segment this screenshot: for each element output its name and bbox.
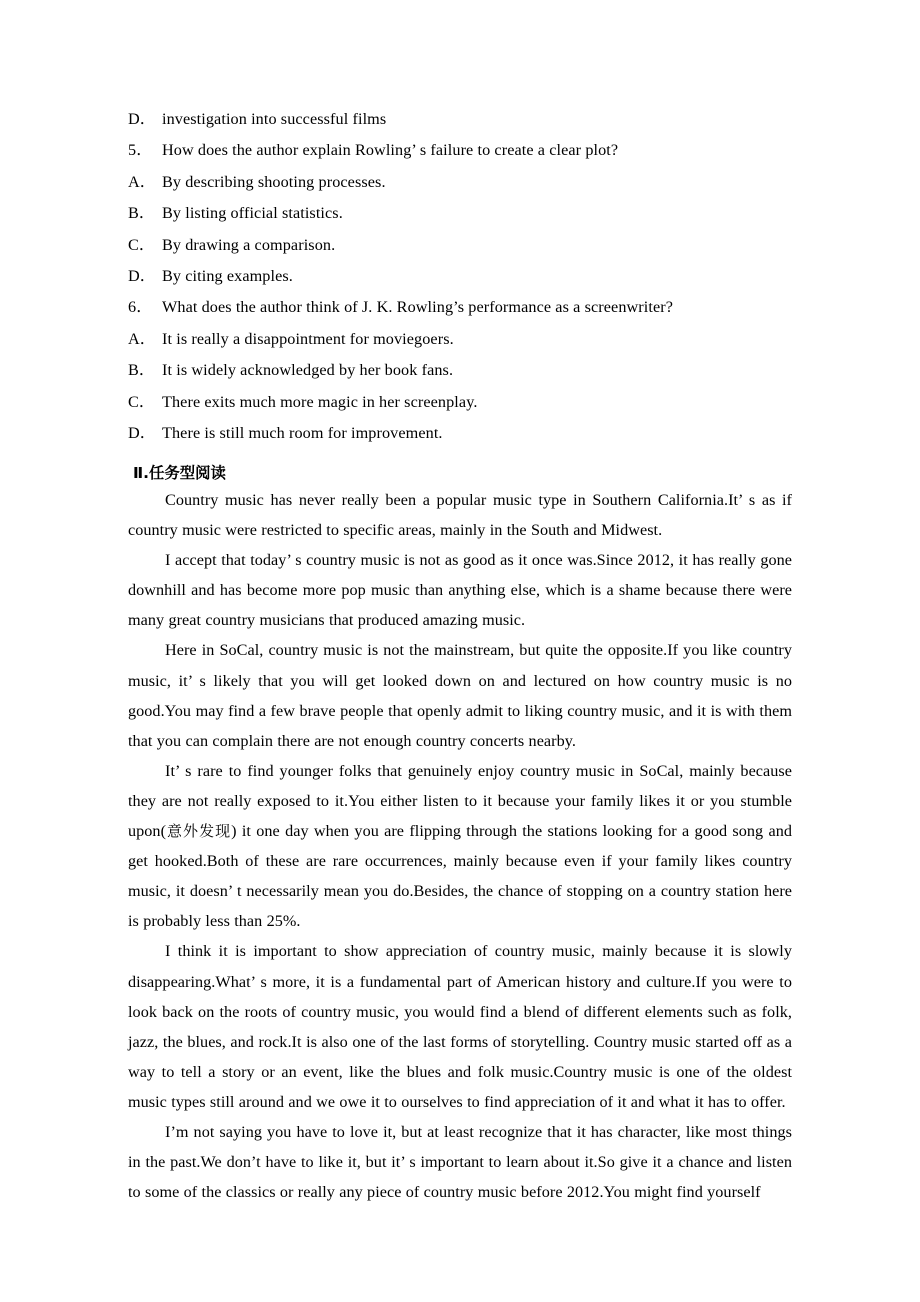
passage-paragraph: I think it is important to show appreciation of country music, mainly because it is slowly disappearing.What’ s more, it is a fundamental part of American history and culture.If you were to look back on the roots of country music, you would find a blend of different elements such as folk, jazz, the blues, and rock.It is also one of the last forms of storytelling. Country music started off as a way to tell a story or an event, like the blues and folk music.Country music is one of the oldest music types still around and we owe it to ourselves to find appreciation of it and what it has to offer. [128,942,792,1111]
question-option-text: It is really a disappointment for moviegoers. [162,329,454,348]
question-option-line [128,198,792,229]
question-option-line [128,104,792,135]
question-option-marker: B． [128,361,156,380]
question-option-marker: C． [128,392,156,411]
question-option-line [128,418,792,449]
question-option-text: By listing official statistics. [162,204,343,223]
question-option-text: It is widely acknowledged by her book fans. [162,361,454,380]
reading-passage [128,485,792,1207]
question-option-text: By describing shooting processes. [162,172,386,191]
passage-paragraph: It’ s rare to find younger folks that genuinely enjoy country music in SoCal, mainly because they are not really exposed to it.You either listen to it because your family likes it or you stumble upon(意外发现) it one day when you are flipping through the stations looking for a good song and get hooked.Both of these are rare occurrences, mainly because even if your family likes country music, it doesn’ t necessarily mean you do.Besides, the chance of stopping on a country station here is probably less than 25%. [128,761,792,931]
question-option-marker: 6． [128,298,153,317]
question-option-text: How does the author explain Rowling’ s failure to create a clear plot? [162,141,619,160]
question-option-text: By drawing a comparison. [162,235,336,254]
question-option-text: By citing examples. [162,266,293,285]
question-option-line [128,292,792,323]
multiple-choice-question-list [128,104,792,449]
question-option-marker: D． [128,110,157,128]
question-option-marker: 5． [128,141,153,160]
question-option-line [128,230,792,261]
question-option-marker: B． [128,204,156,223]
question-option-marker: D． [128,423,157,442]
question-option-marker: A． [128,172,157,191]
question-option-line [128,167,792,198]
question-option-marker: D． [128,266,157,285]
section-heading-task-based-reading: Ⅱ.任务型阅读 [133,464,226,482]
passage-paragraph: I accept that today’ s country music is not as good as it once was.Since 2012, it has really gone downhill and has become more pop music than anything else, which is a shame because there were many great country musicians that produced amazing music. [128,551,792,630]
question-option-line [128,261,792,292]
question-option-text: There exits much more magic in her screenplay. [162,392,478,411]
question-option-marker: C． [128,235,156,254]
passage-paragraph: Here in SoCal, country music is not the mainstream, but quite the opposite.If you like country music, it’ s likely that you will get looked down on and lectured on how country music is no good.You may find a few brave people that openly admit to liking country music, and it is with them that you can complain there are not enough country concerts nearby. [128,641,792,750]
chinese-gloss: 意外发现 [166,822,232,841]
question-option-line [128,135,792,166]
passage-paragraph: Country music has never really been a popular music type in Southern California.It’ s as if country music were restricted to specific areas, mainly in the South and Midwest. [128,491,792,540]
question-option-line [128,387,792,418]
question-option-text: What does the author think of J. K. Rowling’s performance as a screenwriter? [162,298,674,317]
question-option-line [128,324,792,355]
question-option-text: There is still much room for improvement. [162,423,443,442]
question-option-marker: A． [128,329,157,348]
question-option-text: investigation into successful films [162,110,387,128]
question-option-line [128,355,792,386]
passage-paragraph: I’m not saying you have to love it, but at least recognize that it has character, like most things in the past.We don’t have to like it, but it’ s important to learn about it.So give it a chance and listen to some of the classics or really any piece of country music before 2012.You might find yourself [128,1122,792,1202]
